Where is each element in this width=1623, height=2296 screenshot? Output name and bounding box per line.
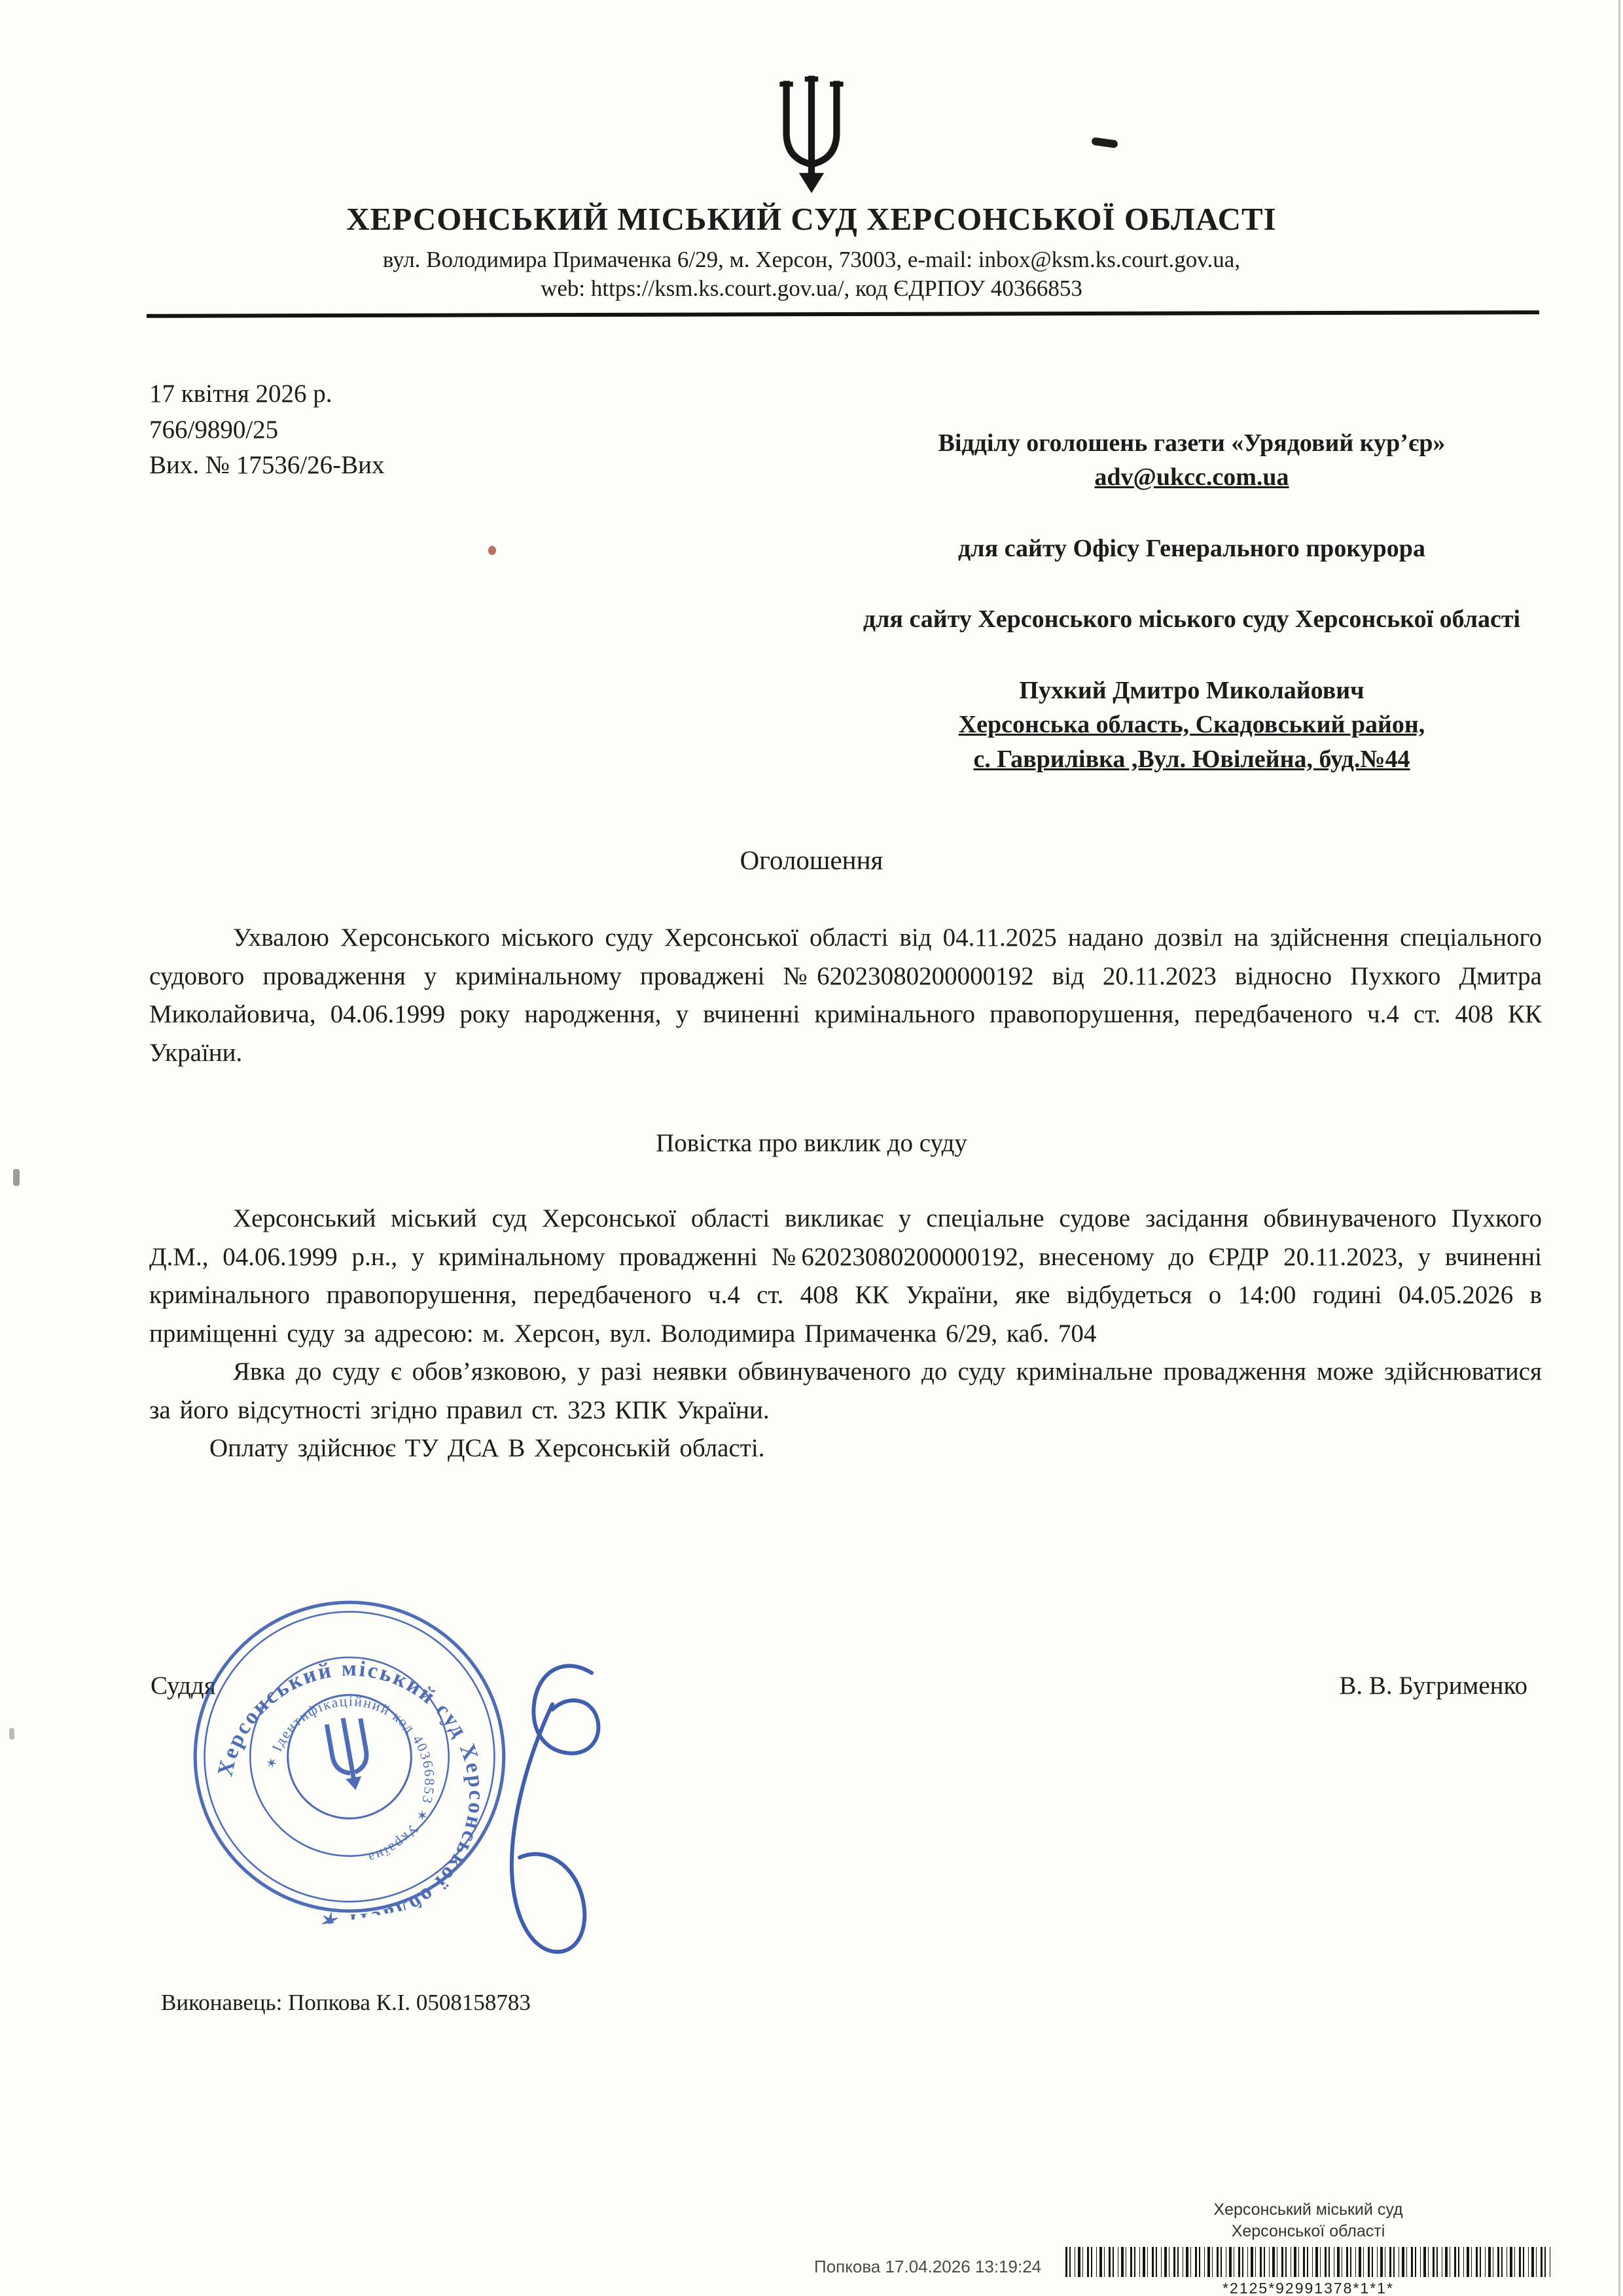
stamp-ring-text: Херсонський міський суд Херсонської області ✶	[213, 1657, 489, 1934]
barcode-title-line1: Херсонський міський суд	[1213, 2200, 1403, 2219]
scan-artifact	[1091, 137, 1118, 148]
meta-recipients-row	[0, 376, 1623, 776]
scan-edge-artifact	[1618, 0, 1620, 2296]
court-web-line: web: https://ksm.ks.court.gov.ua/, код ЄДРПОУ 40366853	[541, 276, 1082, 301]
document-date: 17 квітня 2026 р.	[149, 380, 332, 408]
document-meta	[149, 376, 842, 484]
summons-title: Повістка про виклик до суду	[656, 1129, 967, 1158]
case-number: 766/9890/25	[149, 415, 279, 444]
recipient-newspaper: Відділу оголошень газети «Урядовий кур’єр»	[938, 429, 1446, 457]
judge-name: В. В. Бугрименко	[1339, 1671, 1527, 1700]
stamp-inner-ring-text: ✶ Ідентифікаційний код 40366853 ✶ Україна	[263, 1693, 438, 1867]
recipient-person-name: Пухкий Дмитро Миколайович	[1019, 676, 1364, 704]
barcode-title-line2: Херсонської області	[1231, 2221, 1385, 2240]
recipient-newspaper-email: adv@ukcc.com.ua	[1094, 463, 1289, 492]
svg-text:Херсонський міський суд Херсон	[197, 1634, 510, 1943]
recipients-block	[842, 376, 1542, 776]
court-address: вул. Володимира Примаченка 6/29, м. Херсон, 73003, e-mail: inbox@ksm.ks.court.gov.ua,	[382, 247, 1241, 272]
scan-artifact	[9, 1728, 14, 1740]
recipient-person-address-line1: Херсонська область, Скадовський район,	[958, 711, 1425, 739]
stamp-trident-icon	[327, 1717, 372, 1793]
recipient-person-address-line2: с. Гаврилівка ,Вул. Ювілейна, буд.№44	[973, 745, 1410, 773]
scan-artifact	[13, 1169, 20, 1186]
barcode-block	[1065, 2199, 1551, 2296]
payment-note: Оплату здійснює ТУ ДСА В Херсонській області.	[209, 1434, 765, 1463]
announcement-title: Оголошення	[740, 845, 883, 876]
summons-body: Херсонський міський суд Херсонської області викликає у спеціальне судове засідання обвинуваченого Пухкого Д.М., 04.06.1999 р.н., у кримінальному провадженні №62023080200000192, внесеному до ЄРДР 20.11.2023, у вчиненні кримінального правопорушення, передбаченого ч.4 ст. 408 КК України, яке відбудеться о 14:00 годині 04.05.2026 в приміщенні суду за адресою: м. Херсон, вул. Володимира Примаченка 6/29, каб. 704	[149, 1204, 1542, 1348]
barcode-number: *2125*92991378*1*1*	[1222, 2280, 1394, 2296]
announcement-body: Ухвалою Херсонського міського суду Херсонської області від 04.11.2025 надано дозвіл на здійснення спеціального судового провадження у кримінальному проваджені №62023080200000192 від 20.11.2023 відносно Пухкого Дмитра Миколайовича, 04.06.1999 року народження, у вчиненні кримінального правопорушення, передбаченого ч.4 ст. 408 КК України.	[149, 924, 1542, 1067]
header-divider	[147, 310, 1539, 318]
court-name: ХЕРСОНСЬКИЙ МІСЬКИЙ СУД ХЕРСОНСЬКОЇ ОБЛАСТІ	[346, 201, 1277, 237]
scan-operator-note: Попкова 17.04.2026 13:19:24	[814, 2257, 1042, 2276]
coat-of-arms-trident-icon	[770, 73, 853, 196]
scan-artifact	[488, 546, 496, 555]
executor-line: Виконавець: Попкова К.І. 0508158783	[161, 1990, 531, 2015]
recipient-court-site: для сайту Херсонського міського суду Херсонської області	[863, 605, 1521, 634]
recipient-prosecutor-site: для сайту Офісу Генерального прокурора	[958, 534, 1425, 562]
judge-role-label: Суддя	[151, 1671, 216, 1700]
outgoing-number: Вих. № 17536/26-Вих	[149, 451, 385, 480]
barcode	[1065, 2247, 1551, 2277]
judge-signature-handwriting	[469, 1649, 639, 1970]
attendance-note: Явка до суду є обов’язковою, у разі неявки обвинуваченого до суду кримінальне провадження може здійснюватися за його відсутності згідно правил ст. 323 КПК України.	[149, 1357, 1542, 1424]
